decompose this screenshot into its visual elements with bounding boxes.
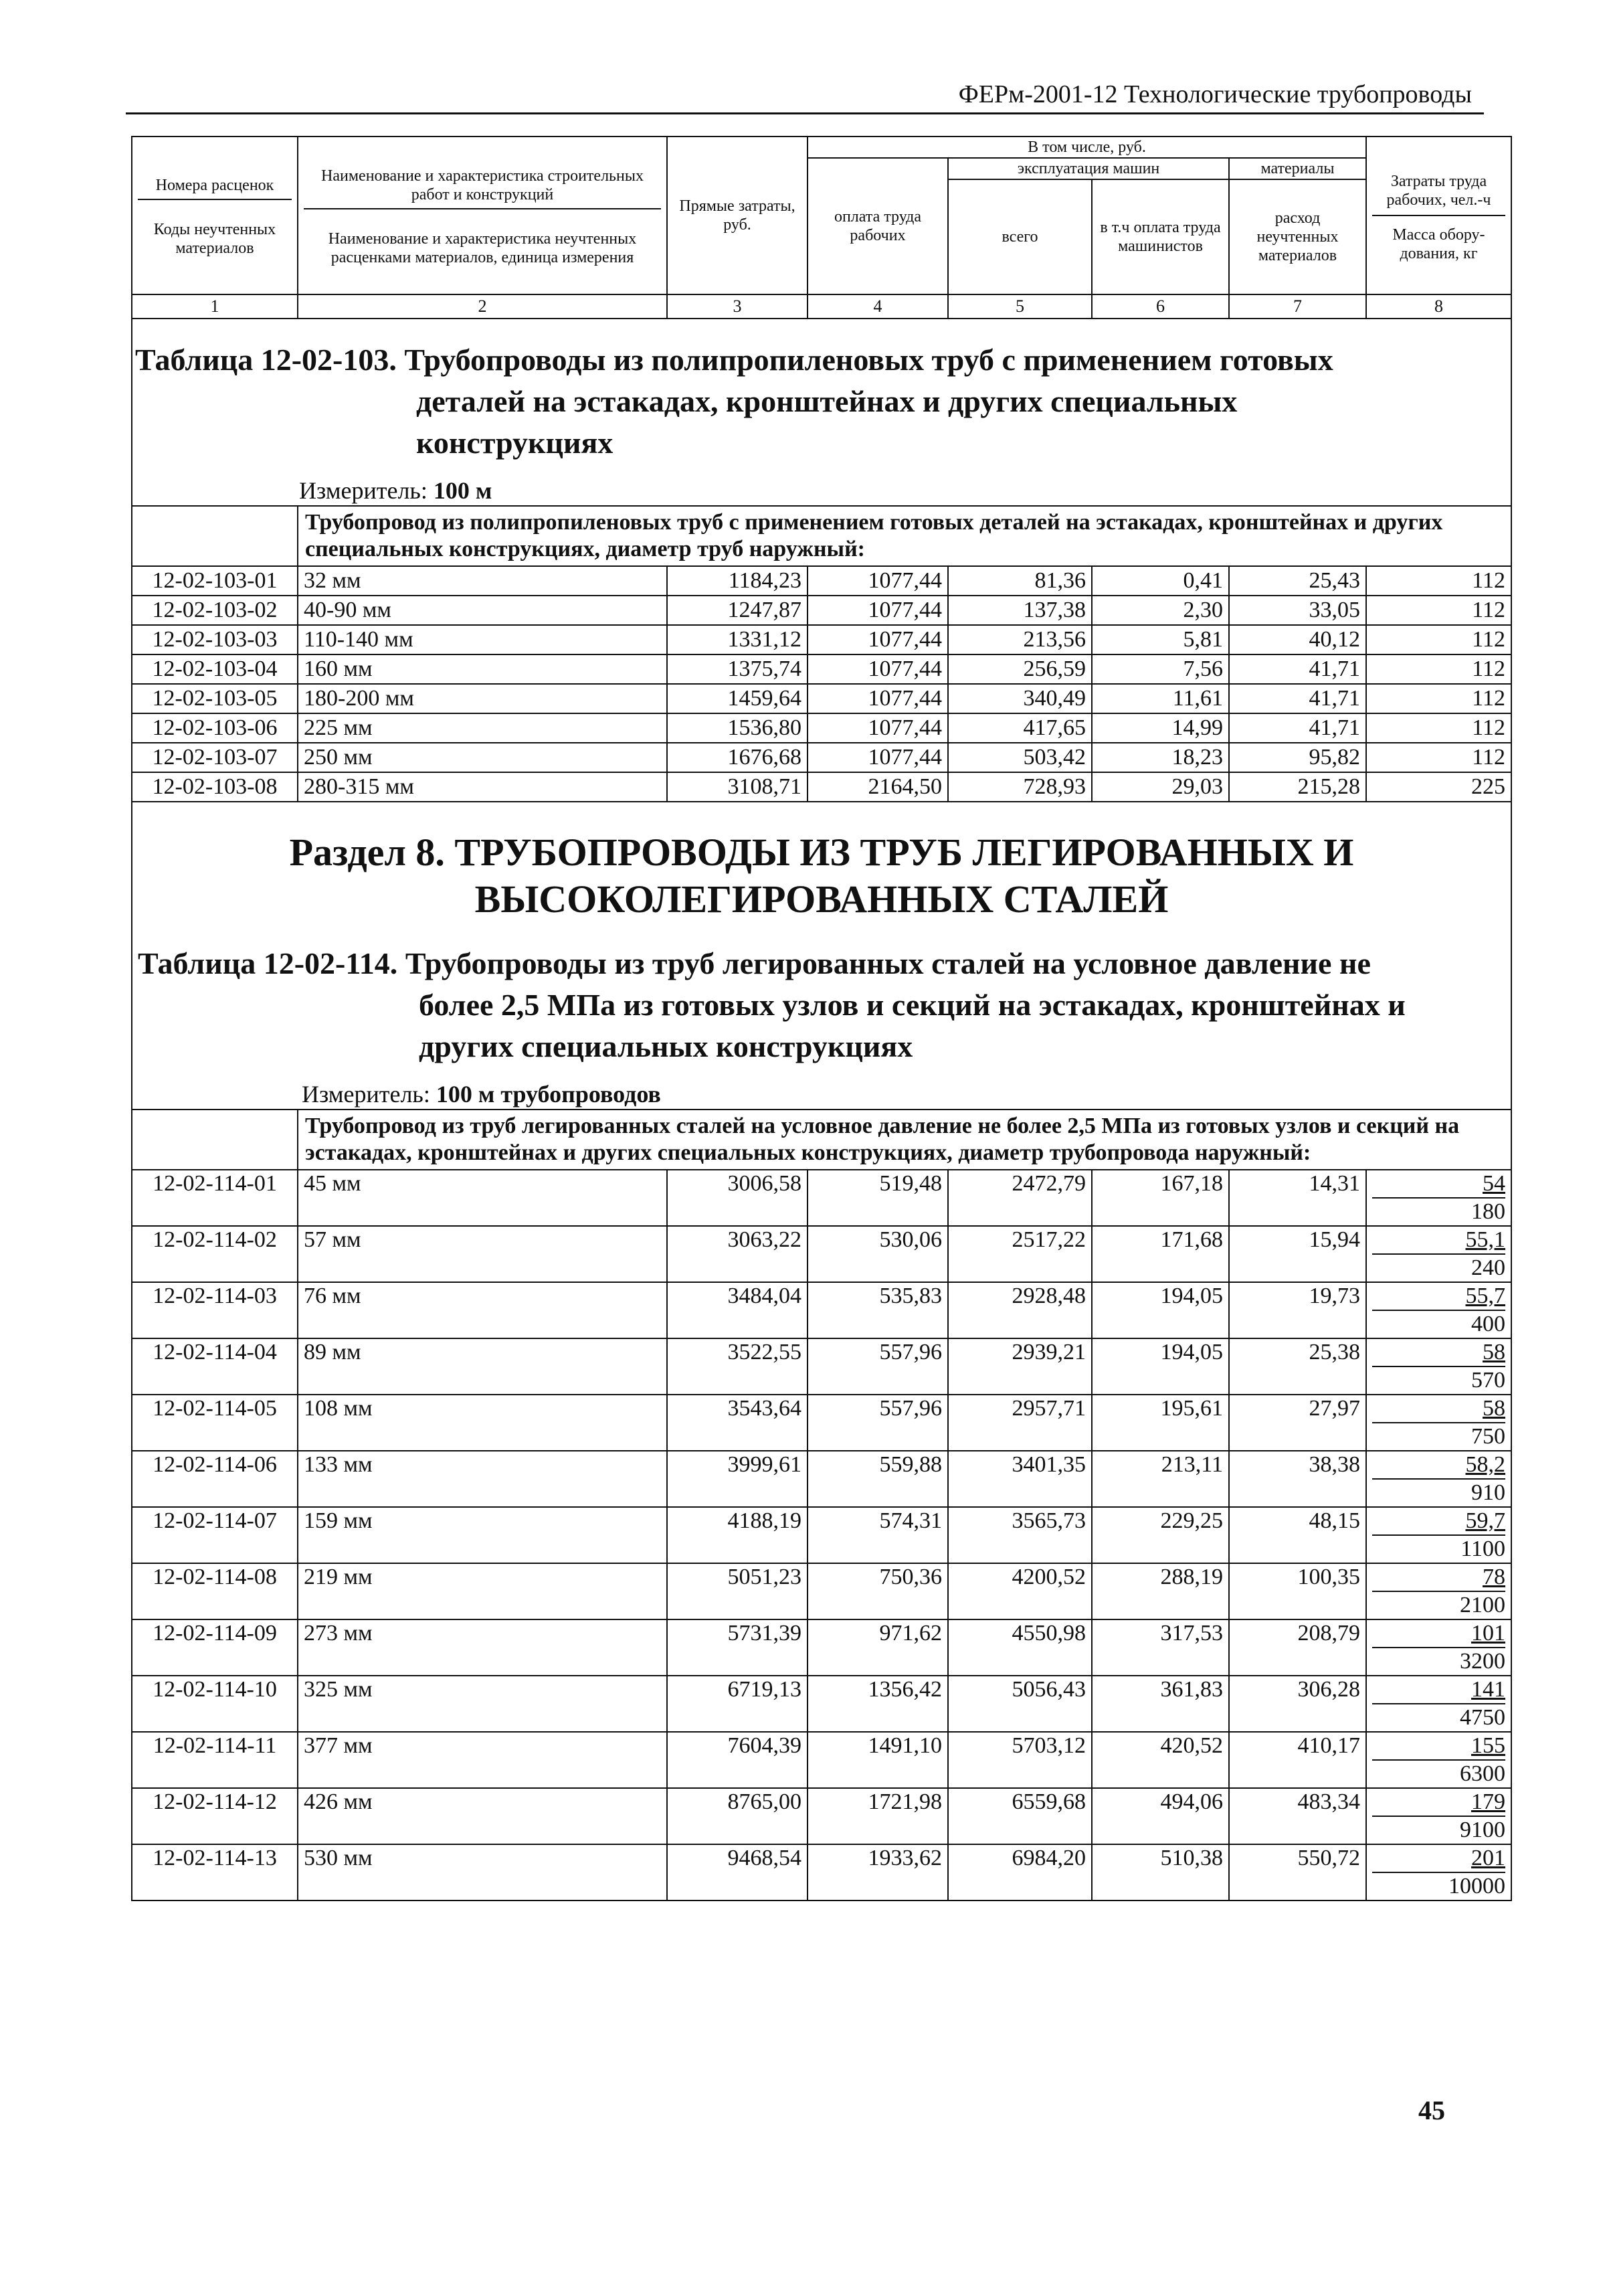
rate-code: 12-02-103-04	[132, 654, 298, 684]
table-row	[132, 1451, 1511, 1507]
labor-and-mass	[1366, 1395, 1511, 1451]
cell-value: 112	[1366, 684, 1511, 713]
cell-value: 361,83	[1092, 1676, 1229, 1732]
equipment-mass: 6300	[1460, 1761, 1505, 1786]
item-name: 110-140 мм	[298, 625, 667, 654]
item-name: 40-90 мм	[298, 596, 667, 625]
equipment-mass: 910	[1471, 1480, 1505, 1505]
cell-value: 137,38	[948, 596, 1092, 625]
table-row	[132, 1676, 1511, 1732]
header-c4: оплата труда рабочих	[808, 158, 948, 294]
rate-code: 12-02-114-06	[132, 1451, 298, 1507]
labor-cost: 59,7	[1372, 1508, 1505, 1536]
cell-value: 5703,12	[948, 1732, 1092, 1788]
labor-and-mass	[1366, 1338, 1511, 1395]
rate-code: 12-02-114-05	[132, 1395, 298, 1451]
rate-code: 12-02-114-09	[132, 1619, 298, 1676]
cell-value: 14,99	[1092, 713, 1229, 743]
labor-cost: 141	[1372, 1676, 1505, 1704]
cell-value: 3999,61	[667, 1451, 808, 1507]
item-name: 273 мм	[298, 1619, 667, 1676]
cell-value: 3401,35	[948, 1451, 1092, 1507]
header-machines: эксплуатация машин	[948, 158, 1229, 179]
cell-value: 1459,64	[667, 684, 808, 713]
header-num-6: 6	[1092, 294, 1229, 319]
item-name: 160 мм	[298, 654, 667, 684]
cell-value: 8765,00	[667, 1788, 808, 1844]
table1-rows	[132, 566, 1511, 802]
cell-value: 519,48	[808, 1170, 948, 1226]
item-name: 426 мм	[298, 1788, 667, 1844]
cell-value: 4550,98	[948, 1619, 1092, 1676]
section-heading: Раздел 8. ТРУБОПРОВОДЫ ИЗ ТРУБ ЛЕГИРОВАННЫХ И ВЫСОКОЛЕГИРОВАННЫХ СТАЛЕЙ	[289, 830, 1354, 921]
cell-value: 559,88	[808, 1451, 948, 1507]
cell-value: 1375,74	[667, 654, 808, 684]
rate-code: 12-02-114-04	[132, 1338, 298, 1395]
header-rule	[126, 112, 1484, 114]
cell-value: 2517,22	[948, 1226, 1092, 1282]
rate-code: 12-02-103-01	[132, 566, 298, 596]
cell-value: 112	[1366, 566, 1511, 596]
cell-value: 1077,44	[808, 743, 948, 772]
header-num-5: 5	[948, 294, 1092, 319]
cell-value: 3565,73	[948, 1507, 1092, 1563]
table-row	[132, 1507, 1511, 1563]
labor-cost: 101	[1372, 1620, 1505, 1648]
cell-value: 167,18	[1092, 1170, 1229, 1226]
item-name: 250 мм	[298, 743, 667, 772]
cell-value: 7,56	[1092, 654, 1229, 684]
cell-value: 1077,44	[808, 713, 948, 743]
cell-value: 483,34	[1229, 1788, 1366, 1844]
cell-value: 6719,13	[667, 1676, 808, 1732]
cell-value: 1491,10	[808, 1732, 948, 1788]
equipment-mass: 2100	[1460, 1593, 1505, 1617]
cell-value: 25,38	[1229, 1338, 1366, 1395]
cell-value: 1077,44	[808, 684, 948, 713]
cell-value: 3522,55	[667, 1338, 808, 1395]
header-c7: расход неучтенных материалов	[1229, 179, 1366, 294]
cell-value: 2,30	[1092, 596, 1229, 625]
table-row	[132, 772, 1511, 802]
table-row	[132, 1226, 1511, 1282]
table2-description: Трубопровод из труб легированных сталей на условное давление не более 2,5 МПа из готовых узлов и секций на эстакадах, кронштейнах и других специальных конструкциях, диаметр трубопровода наружный:	[298, 1110, 1511, 1170]
cell-value: 41,71	[1229, 684, 1366, 713]
header-num-4: 4	[808, 294, 948, 319]
table-row	[132, 1282, 1511, 1338]
item-name: 377 мм	[298, 1732, 667, 1788]
header-num-1: 1	[132, 294, 298, 319]
cell-value: 95,82	[1229, 743, 1366, 772]
table-row	[132, 1563, 1511, 1619]
cell-value: 1933,62	[808, 1844, 948, 1901]
cell-value: 6984,20	[948, 1844, 1092, 1901]
labor-cost: 201	[1372, 1845, 1505, 1873]
item-name: 57 мм	[298, 1226, 667, 1282]
rate-code: 12-02-114-07	[132, 1507, 298, 1563]
rate-code: 12-02-103-03	[132, 625, 298, 654]
cell-value: 27,97	[1229, 1395, 1366, 1451]
header-c3: Прямые затраты, руб.	[667, 137, 808, 294]
equipment-mass: 3200	[1460, 1649, 1505, 1674]
equipment-mass: 4750	[1460, 1705, 1505, 1730]
item-name: 159 мм	[298, 1507, 667, 1563]
page-number: 45	[1418, 2095, 1445, 2125]
table-row	[132, 566, 1511, 596]
cell-value: 1247,87	[667, 596, 808, 625]
cell-value: 29,03	[1092, 772, 1229, 802]
item-name: 225 мм	[298, 713, 667, 743]
labor-cost: 78	[1372, 1564, 1505, 1592]
header-num-8: 8	[1366, 294, 1511, 319]
table-row	[132, 713, 1511, 743]
cell-value: 535,83	[808, 1282, 948, 1338]
header-c1: Номера расценок Коды неучтенных материалов	[132, 137, 298, 294]
cell-value: 420,52	[1092, 1732, 1229, 1788]
equipment-mass: 750	[1471, 1424, 1505, 1449]
cell-value: 256,59	[948, 654, 1092, 684]
cell-value: 1536,80	[667, 713, 808, 743]
cell-value: 40,12	[1229, 625, 1366, 654]
table1-section	[132, 319, 1511, 566]
header-num-2: 2	[298, 294, 667, 319]
labor-and-mass	[1366, 1507, 1511, 1563]
labor-and-mass	[1366, 1226, 1511, 1282]
cell-value: 112	[1366, 625, 1511, 654]
header-materials: материалы	[1229, 158, 1366, 179]
cell-value: 208,79	[1229, 1619, 1366, 1676]
equipment-mass: 10000	[1448, 1874, 1505, 1898]
cell-value: 503,42	[948, 743, 1092, 772]
cell-value: 5051,23	[667, 1563, 808, 1619]
cell-value: 494,06	[1092, 1788, 1229, 1844]
rate-code: 12-02-103-02	[132, 596, 298, 625]
rate-code: 12-02-114-01	[132, 1170, 298, 1226]
cell-value: 2957,71	[948, 1395, 1092, 1451]
header-num-3: 3	[667, 294, 808, 319]
item-name: 45 мм	[298, 1170, 667, 1226]
cell-value: 1721,98	[808, 1788, 948, 1844]
cell-value: 15,94	[1229, 1226, 1366, 1282]
cell-value: 574,31	[808, 1507, 948, 1563]
cell-value: 1077,44	[808, 625, 948, 654]
cell-value: 4188,19	[667, 1507, 808, 1563]
cell-value: 971,62	[808, 1619, 948, 1676]
table-row	[132, 1619, 1511, 1676]
table-row	[132, 743, 1511, 772]
item-name: 89 мм	[298, 1338, 667, 1395]
item-name: 219 мм	[298, 1563, 667, 1619]
cell-value: 213,56	[948, 625, 1092, 654]
labor-and-mass	[1366, 1170, 1511, 1226]
rate-code: 12-02-103-07	[132, 743, 298, 772]
cell-value: 6559,68	[948, 1788, 1092, 1844]
cell-value: 2928,48	[948, 1282, 1092, 1338]
cell-value: 2472,79	[948, 1170, 1092, 1226]
cell-value: 0,41	[1092, 566, 1229, 596]
cell-value: 41,71	[1229, 654, 1366, 684]
table-row	[132, 1788, 1511, 1844]
equipment-mass: 240	[1471, 1255, 1505, 1280]
cell-value: 4200,52	[948, 1563, 1092, 1619]
header-c8: Затраты труда рабочих, чел.-ч Масса обору-дования, кг	[1366, 137, 1511, 294]
cell-value: 2164,50	[808, 772, 948, 802]
cell-value: 225	[1366, 772, 1511, 802]
header-c5: всего	[948, 179, 1092, 294]
rate-code: 12-02-114-10	[132, 1676, 298, 1732]
item-name: 530 мм	[298, 1844, 667, 1901]
table2-title: Таблица 12-02-114. Трубопроводы из труб легированных сталей на условное давление не более 2,5 МПа из готовых узлов и секций на эстакадах, кронштейнах и других специальных конструкциях	[138, 946, 1406, 1063]
cell-value: 306,28	[1229, 1676, 1366, 1732]
cell-value: 213,11	[1092, 1451, 1229, 1507]
cell-value: 25,43	[1229, 566, 1366, 596]
labor-and-mass	[1366, 1619, 1511, 1676]
cell-value: 728,93	[948, 772, 1092, 802]
labor-and-mass	[1366, 1563, 1511, 1619]
section-8	[132, 802, 1511, 1170]
cell-value: 194,05	[1092, 1338, 1229, 1395]
cell-value: 3543,64	[667, 1395, 808, 1451]
labor-cost: 55,1	[1372, 1227, 1505, 1255]
table2-rows	[132, 1170, 1511, 1901]
table-row	[132, 1395, 1511, 1451]
rate-code: 12-02-114-02	[132, 1226, 298, 1282]
item-name: 32 мм	[298, 566, 667, 596]
equipment-mass: 570	[1471, 1368, 1505, 1393]
table-row	[132, 684, 1511, 713]
table-row	[132, 1170, 1511, 1226]
rate-code: 12-02-114-11	[132, 1732, 298, 1788]
rate-code: 12-02-114-03	[132, 1282, 298, 1338]
cell-value: 48,15	[1229, 1507, 1366, 1563]
cell-value: 317,53	[1092, 1619, 1229, 1676]
equipment-mass: 9100	[1460, 1818, 1505, 1842]
table1-description: Трубопровод из полипропиленовых труб с применением готовых деталей на эстакадах, кронштейнах и других специальных конструкциях, диаметр труб наружный:	[298, 506, 1511, 566]
cell-value: 557,96	[808, 1395, 948, 1451]
cell-value: 750,36	[808, 1563, 948, 1619]
cell-value: 5731,39	[667, 1619, 808, 1676]
header-group: В том числе, руб.	[808, 137, 1366, 158]
cell-value: 81,36	[948, 566, 1092, 596]
labor-and-mass	[1366, 1451, 1511, 1507]
table-row	[132, 1844, 1511, 1901]
cell-value: 112	[1366, 596, 1511, 625]
cell-value: 215,28	[1229, 772, 1366, 802]
cell-value: 1077,44	[808, 654, 948, 684]
header-c2: Наименование и характеристика строительных работ и конструкций Наименование и характеристика неучтенных расценками материалов, единица измерения	[298, 137, 667, 294]
labor-cost: 155	[1372, 1733, 1505, 1761]
cell-value: 7604,39	[667, 1732, 808, 1788]
main-table	[131, 136, 1512, 1901]
cell-value: 14,31	[1229, 1170, 1366, 1226]
cell-value: 1331,12	[667, 625, 808, 654]
labor-and-mass	[1366, 1844, 1511, 1901]
document	[131, 136, 1511, 1901]
header-num-7: 7	[1229, 294, 1366, 319]
cell-value: 19,73	[1229, 1282, 1366, 1338]
cell-value: 229,25	[1092, 1507, 1229, 1563]
item-name: 76 мм	[298, 1282, 667, 1338]
labor-and-mass	[1366, 1788, 1511, 1844]
rate-code: 12-02-103-06	[132, 713, 298, 743]
cell-value: 557,96	[808, 1338, 948, 1395]
cell-value: 3063,22	[667, 1226, 808, 1282]
cell-value: 112	[1366, 713, 1511, 743]
cell-value: 1077,44	[808, 566, 948, 596]
cell-value: 3484,04	[667, 1282, 808, 1338]
cell-value: 100,35	[1229, 1563, 1366, 1619]
cell-value: 112	[1366, 654, 1511, 684]
cell-value: 2939,21	[948, 1338, 1092, 1395]
cell-value: 5,81	[1092, 625, 1229, 654]
cell-value: 9468,54	[667, 1844, 808, 1901]
cell-value: 171,68	[1092, 1226, 1229, 1282]
table1-measure: Измеритель: 100 м	[299, 477, 492, 504]
labor-cost: 58,2	[1372, 1451, 1505, 1480]
cell-value: 3108,71	[667, 772, 808, 802]
cell-value: 417,65	[948, 713, 1092, 743]
table-row	[132, 1338, 1511, 1395]
cell-value: 18,23	[1092, 743, 1229, 772]
table-row	[132, 596, 1511, 625]
equipment-mass: 400	[1471, 1312, 1505, 1336]
equipment-mass: 180	[1471, 1199, 1505, 1224]
item-name: 133 мм	[298, 1451, 667, 1507]
labor-and-mass	[1366, 1732, 1511, 1788]
cell-value: 194,05	[1092, 1282, 1229, 1338]
cell-value: 5056,43	[948, 1676, 1092, 1732]
rate-code: 12-02-114-12	[132, 1788, 298, 1844]
labor-cost: 55,7	[1372, 1283, 1505, 1311]
labor-cost: 58	[1372, 1395, 1505, 1423]
table1-title: Таблица 12-02-103. Трубопроводы из полипропиленовых труб с применением готовых деталей на эстакадах, кронштейнах и других специальных конструкциях	[135, 343, 1333, 460]
cell-value: 410,17	[1229, 1732, 1366, 1788]
rate-code: 12-02-103-08	[132, 772, 298, 802]
cell-value: 1184,23	[667, 566, 808, 596]
cell-value: 112	[1366, 743, 1511, 772]
cell-value: 1676,68	[667, 743, 808, 772]
item-name: 180-200 мм	[298, 684, 667, 713]
labor-cost: 54	[1372, 1170, 1505, 1199]
cell-value: 33,05	[1229, 596, 1366, 625]
cell-value: 1077,44	[808, 596, 948, 625]
labor-and-mass	[1366, 1282, 1511, 1338]
item-name: 108 мм	[298, 1395, 667, 1451]
cell-value: 530,06	[808, 1226, 948, 1282]
equipment-mass: 1100	[1460, 1536, 1505, 1561]
rate-code: 12-02-114-13	[132, 1844, 298, 1901]
cell-value: 38,38	[1229, 1451, 1366, 1507]
cell-value: 3006,58	[667, 1170, 808, 1226]
cell-value: 288,19	[1092, 1563, 1229, 1619]
table-row	[132, 654, 1511, 684]
table2-measure: Измеритель: 100 м трубопроводов	[302, 1081, 661, 1108]
cell-value: 510,38	[1092, 1844, 1229, 1901]
cell-value: 11,61	[1092, 684, 1229, 713]
item-name: 280-315 мм	[298, 772, 667, 802]
labor-cost: 58	[1372, 1339, 1505, 1367]
cell-value: 1356,42	[808, 1676, 948, 1732]
cell-value: 550,72	[1229, 1844, 1366, 1901]
table-row	[132, 625, 1511, 654]
labor-cost: 179	[1372, 1789, 1505, 1817]
table-row	[132, 1732, 1511, 1788]
header-c6: в т.ч оплата труда машинистов	[1092, 179, 1229, 294]
labor-and-mass	[1366, 1676, 1511, 1732]
rate-code: 12-02-114-08	[132, 1563, 298, 1619]
cell-value: 340,49	[948, 684, 1092, 713]
running-header: ФЕРм-2001-12 Технологические трубопроводы	[958, 80, 1472, 108]
item-name: 325 мм	[298, 1676, 667, 1732]
column-header	[132, 137, 1511, 319]
rate-code: 12-02-103-05	[132, 684, 298, 713]
cell-value: 41,71	[1229, 713, 1366, 743]
cell-value: 195,61	[1092, 1395, 1229, 1451]
